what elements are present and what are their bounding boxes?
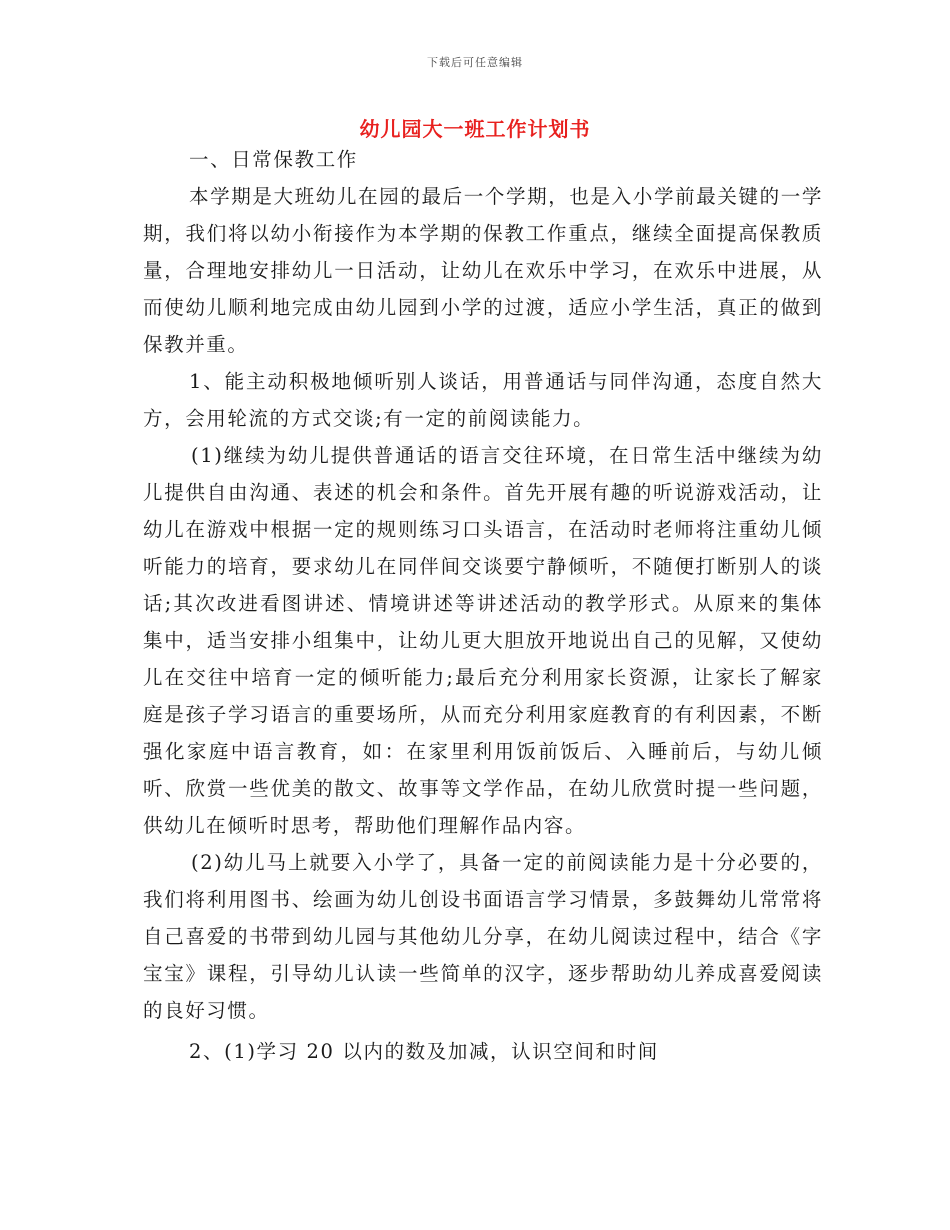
header-note: 下载后可任意编辑 — [427, 56, 523, 69]
document-title: 幼儿园大一班工作计划书 — [359, 117, 591, 141]
paragraph-goal-1-item-1: (1)继续为幼儿提供普通话的语言交往环境，在日常生活中继续为幼儿提供自由沟通、表述的机会和条件。首先开展有趣的听说游戏活动，让幼儿在游戏中根据一定的规则练习口头语言，在活动时老师将注重幼儿倾听能力的培育，要求幼儿在同伴间交谈要宁静倾听，不随便打断别人的谈话;其次改进看图讲述、情境讲述等讲述活动的教学形式。从原来的集体集中，适当安排小组集中，让幼儿更大胆放开地说出自己的见解，又使幼儿在交往中培育一定的倾听能力;最后充分利用家长资源，让家长了解家庭是孩子学习语言的重要场所，从而充分利用家庭教育的有利因素，不断强化家庭中语言教育，如：在家里利用饭前饭后、入睡前后，与幼儿倾听、欣赏一些优美的散文、故事等文学作品，在幼儿欣赏时提一些问题，供幼儿在倾听时思考，帮助他们理解作品内容。 — [143, 444, 823, 837]
paragraph-intro: 本学期是大班幼儿在园的最后一个学期，也是入小学前最关键的一学期，我们将以幼小衔接作为本学期的保教工作重点，继续全面提高保教质量，合理地安排幼儿一日活动，让幼儿在欢乐中学习，在欢乐中进展，从而使幼儿顺利地完成由幼儿园到小学的过渡，适应小学生活，真正的做到保教并重。 — [143, 185, 823, 356]
document-body — [143, 141, 823, 1070]
paragraph-goal-2: 2、(1)学习 20 以内的数及加减，认识空间和时间 — [189, 1040, 659, 1063]
paragraph-goal-1: 1、能主动积极地倾听别人谈话，用普通话与同伴沟通，态度自然大方，会用轮流的方式交谈;有一定的前阅读能力。 — [143, 370, 823, 430]
paragraph-goal-1-item-2: (2)幼儿马上就要入小学了，具备一定的前阅读能力是十分必要的，我们将利用图书、绘画为幼儿创设书面语言学习情景，多鼓舞幼儿常常将自己喜爱的书带到幼儿园与其他幼儿分享，在幼儿阅读过程中，结合《字宝宝》课程，引导幼儿认读一些简单的汉字，逐步帮助幼儿养成喜爱阅读的良好习惯。 — [143, 851, 823, 1022]
section-heading: 一、日常保教工作 — [189, 148, 358, 171]
